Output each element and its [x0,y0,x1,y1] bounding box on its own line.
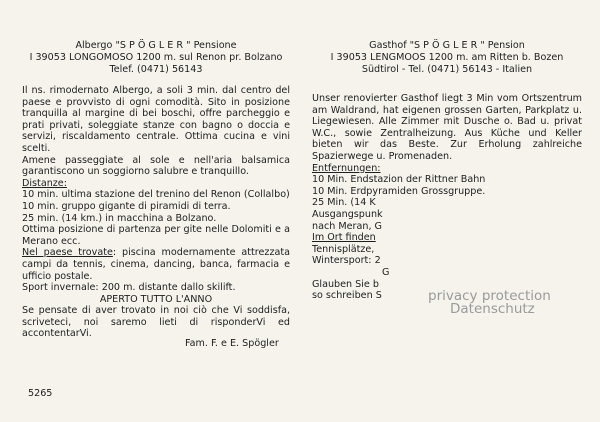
german-column [312,40,582,302]
italian-distance-2: 10 min. gruppo gigante di piramidi di terra. [22,200,231,212]
german-closing-line-2: so schreiben S [312,290,382,302]
german-village-line-2: Wintersport: 2 [312,255,381,267]
german-address: I 39053 LENGMOOS 1200 m. am Ritten b. Bozen [330,52,564,63]
german-closing-line-1: Glauben Sie b [312,278,379,290]
italian-village [22,247,290,282]
privacy-watermark [428,290,551,316]
german-intro: Unser renovierter Gasthof liegt 3 Min vom Ortszentrum am Waldrand, hat eigenen grossen Garten, Parkplatz u. Liegewiesen. Alle Zimmer mit Dusche o. Bad u. privat W.C., sowie Zentralheizung. Aus Küche und Keller bieten wir das Beste. Zur Erholung zahlreiche Spazierwege u. Promenaden. [312,93,582,162]
german-distances-title: Entfernungen: [312,162,381,174]
italian-header [22,40,290,76]
german-distance-1: 10 Min. Endstazion der Rittner Bahn [312,174,486,186]
italian-signature: Fam. F. e E. Spögler [185,338,279,349]
italian-walks: Amene passeggiate al sole e nell'aria balsamica garantiscono un soggiorno salubre e tranquillo. [22,154,290,178]
italian-village-title: Nel paese trovate [22,247,113,259]
italian-winter: Sport invernale: 200 m. distante dallo skilift. [22,282,236,294]
italian-phone: Telef. (0471) 56143 [109,64,203,75]
german-phone: Südtirol - Tel. (0471) 56143 - Italien [361,64,533,75]
watermark-line-1: privacy protection [428,288,551,304]
italian-distances-title: Distanze: [22,177,67,189]
german-village-title: Im Ort finden [312,232,376,244]
watermark-line-2: Datenschutz [450,301,535,317]
german-distance-5: nach Meran, G [312,220,382,232]
german-header [312,40,582,76]
italian-intro: Il ns. rimodernato Albergo, a soli 3 min. dal centro del paese e provvisto di ogni comodità. Sito in posizione tranquilla al margine di bei boschi, offre parcheggio e prati privati, soleggiate stanze con bagno o doccia e servizi, riscaldamento centrale. Ottima cucina e vini scelti. [22,85,290,154]
german-distance-4: Ausgangspunk [312,208,383,220]
italian-village-text: : piscina modernamente attrezzata campi da tennis, cinema, dancing, banca, farmacia e ufficio postale. [22,247,291,282]
italian-distance-3: 25 min. (14 km.) in macchina a Bolzano. [22,212,217,224]
italian-address: I 39053 LONGOMOSO 1200 m. sul Renon pr. Bolzano [29,52,283,63]
italian-closing: Se pensate di aver trovato in noi ciò che Vi soddisfa, scriveteci, noi saremo lieti di risponderVi ed accontentarVi. [22,305,290,340]
german-distance-2: 10 Min. Erdpyramiden Grossgruppe. [312,185,486,197]
german-village-line-3: G [382,266,390,278]
german-distance-3: 25 Min. (14 K [312,197,376,209]
italian-distance-1: 10 min. ultima stazione del trenino del Renon (Collalbo) [22,189,290,201]
german-village-line-1: Tennisplätze, [312,243,375,255]
italian-hotel-name: Albergo "S P Ö G L E R " Pensione [75,40,237,51]
italian-distance-4: Ottima posizione di partenza per gite nelle Dolomiti e a Merano ecc. [22,224,290,247]
german-hotel-name: Gasthof "S P Ö G L E R " Pension [369,40,525,51]
italian-open-all-year: APERTO TUTTO L'ANNO [99,293,213,305]
card-number: 5265 [28,388,53,399]
italian-column [22,40,290,340]
